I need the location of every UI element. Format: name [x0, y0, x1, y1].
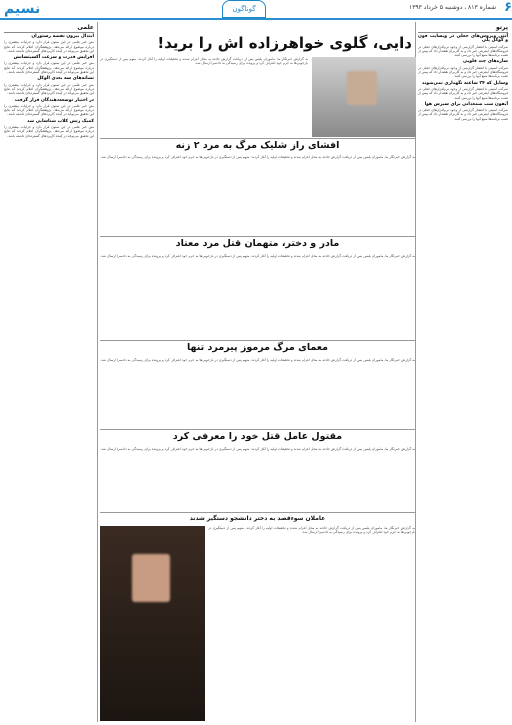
issue-info: شماره ۸۱۳ ، دوشنبه ۵ خرداد ۱۳۹۳ — [408, 4, 496, 11]
page-number: ۶ — [504, 0, 512, 15]
column-rule — [97, 22, 98, 722]
story-2-text — [100, 155, 415, 235]
headline-5: مقتول عامل قتل خود را معرفی کرد — [172, 431, 343, 442]
right-subhead: آنتی ویروس‌های جعلی در وبسایت فون و گوگل پلی — [418, 34, 508, 44]
right-body-text: شرکت امنیتی با انتشار گزارشی از وجود نرم‌افزارهای جعلی در فروشگاه‌های اینترنتی خبر داد و به کاربران هشدار داد که پیش از نصب برنامه‌ها منبع آنها را بررسی کنند. — [418, 86, 508, 100]
left-column — [4, 32, 94, 722]
masthead — [0, 0, 512, 20]
left-body-text: متن خبر علمی در این ستون قرار دارد و جزئیات بیشتری را درباره موضوع ارائه می‌دهد. پژوهشگران اعلام کردند که نتایج این تحقیق می‌تواند در آینده کاربردهای گسترده‌ای داشته باشد. — [4, 40, 94, 53]
left-subhead: نشانه‌های سه بعدی الوکل — [37, 76, 94, 82]
right-column-heading: پرتو — [418, 24, 508, 33]
headline-3: مادر و دختر، متهمان قتل مرد معتاد — [175, 238, 340, 249]
headline-6: عاملان سوءقصد به دختر دانشجو دستگیر شدند — [189, 515, 326, 522]
brand-logo: نسیم — [4, 1, 41, 17]
story-4-text — [100, 358, 415, 428]
victim-photo — [100, 526, 205, 721]
story-text: به گزارش خبرنگار ما، ماموران پلیس پس از دریافت گزارش حادثه به محل اعزام شدند و تحقیقات اولیه را آغاز کردند. متهم پس از دستگیری در بازجویی‌ها به جرم خود اعتراف کرد و پرونده برای رسیدگی به دادسرا ارسال شد. — [208, 526, 415, 535]
story-divider — [100, 340, 415, 341]
story-text: به گزارش خبرنگار ما، ماموران پلیس پس از دریافت گزارش حادثه به محل اعزام شدند و تحقیقات اولیه را آغاز کردند. متهم پس از دستگیری در بازجویی‌ها به جرم خود اعتراف کرد و پرونده برای رسیدگی به دادسرا ارسال شد. — [100, 155, 415, 159]
story-6-text — [208, 526, 415, 721]
left-body-text: متن خبر علمی در این ستون قرار دارد و جزئیات بیشتری را درباره موضوع ارائه می‌دهد. پژوهشگران اعلام کردند که نتایج این تحقیق می‌تواند در آینده کاربردهای گسترده‌ای داشته باشد. — [4, 103, 94, 117]
blurred-face — [347, 71, 377, 105]
right-body-text: شرکت امنیتی با انتشار گزارشی از وجود نرم‌افزارهای جعلی در فروشگاه‌های اینترنتی خبر داد و به کاربران هشدار داد که پیش از نصب برنامه‌ها منبع آنها را بررسی کنند. — [418, 108, 508, 121]
right-subhead: آیفون شب شمعدانی برای سیرس هو‌ا — [424, 101, 508, 107]
left-column-heading: علمی — [4, 24, 94, 33]
story-3-text — [100, 254, 415, 339]
story-5-text — [100, 447, 415, 511]
right-body-text: شرکت امنیتی با انتشار گزارشی از وجود نرم‌افزارهای جعلی در فروشگاه‌های اینترنتی خبر داد و به کاربران هشدار داد که پیش از نصب برنامه‌ها منبع آنها را بررسی کنند. — [418, 65, 508, 79]
left-subhead: افزایش قدرت و سرعت آکسیتسانش — [13, 55, 94, 61]
story-text: به گزارش خبرنگار ما، ماموران پلیس پس از دریافت گزارش حادثه به محل اعزام شدند و تحقیقات اولیه را آغاز کردند. متهم پس از دستگیری در بازجویی‌ها به جرم خود اعتراف کرد و پرونده برای رسیدگی به دادسرا ارسال شد. — [100, 358, 415, 362]
left-subhead: ابتذال بیرون نقشه رستوران — [31, 34, 94, 39]
story-1-text — [100, 57, 308, 137]
story-divider — [100, 429, 415, 430]
story-divider — [100, 138, 415, 139]
story-text: به گزارش خبرنگار ما، ماموران پلیس پس از دریافت گزارش حادثه به محل اعزام شدند و تحقیقات اولیه را آغاز کردند. متهم پس از دستگیری در بازجویی‌ها به جرم خود اعتراف کرد و پرونده برای رسیدگی به دادسرا ارسال شد. — [100, 57, 308, 66]
headline-2: افشای راز شلیک مرگ به مرد ۲ زنه — [175, 140, 340, 151]
section-logo: گوناگون — [222, 0, 266, 18]
headline-4: معمای مرگ مرموز پیرمرد تنها — [186, 342, 329, 353]
left-body-text: متن خبر علمی در این ستون قرار دارد و جزئیات بیشتری را درباره موضوع ارائه می‌دهد. پژوهشگران اعلام کردند که نتایج این تحقیق می‌تواند در آینده کاربردهای گسترده‌ای داشته باشد. — [4, 61, 94, 75]
right-subhead: سازه‌های چند قلوپی — [463, 59, 508, 65]
left-body-text: متن خبر علمی در این ستون قرار دارد و جزئیات بیشتری را درباره موضوع ارائه می‌دهد. پژوهشگران اعلام کردند که نتایج این تحقیق می‌تواند در آینده کاربردهای گسترده‌ای داشته باشد. — [4, 82, 94, 96]
headline-1: دایی، گلوی خواهرزاده اش را برید! — [157, 34, 412, 52]
story-divider — [100, 236, 415, 237]
left-subhead: کمیک زنش کلاب شناسایی شد — [27, 118, 94, 124]
story-text: به گزارش خبرنگار ما، ماموران پلیس پس از دریافت گزارش حادثه به محل اعزام شدند و تحقیقات اولیه را آغاز کردند. متهم پس از دستگیری در بازجویی‌ها به جرم خود اعتراف کرد و پرونده برای رسیدگی به دادسرا ارسال شد. — [100, 254, 415, 258]
left-body-text: متن خبر علمی در این ستون قرار دارد و جزئیات بیشتری را درباره موضوع ارائه می‌دهد. پژوهشگران اعلام کردند که نتایج این تحقیق می‌تواند در آینده کاربردهای گسترده‌ای داشته باشد. — [4, 125, 94, 138]
story-text: به گزارش خبرنگار ما، ماموران پلیس پس از دریافت گزارش حادثه به محل اعزام شدند و تحقیقات اولیه را آغاز کردند. متهم پس از دستگیری در بازجویی‌ها به جرم خود اعتراف کرد و پرونده برای رسیدگی به دادسرا ارسال شد. — [100, 447, 415, 451]
suspect-photo — [312, 57, 416, 137]
right-column — [418, 32, 508, 722]
story-divider — [100, 512, 415, 513]
blurred-face — [132, 554, 170, 602]
right-body-text: شرکت امنیتی با انتشار گزارشی از وجود نرم‌افزارهای جعلی در فروشگاه‌های اینترنتی خبر داد و به کاربران هشدار داد که پیش از نصب برنامه‌ها منبع آنها را بررسی کنند. — [418, 44, 508, 58]
right-subhead: وسایل که ۲۴ ساعته نگهداری نمی‌شوند — [422, 80, 508, 86]
left-subhead: در اختیار توسعه‌دهندگان قرار گرفت — [14, 97, 94, 103]
